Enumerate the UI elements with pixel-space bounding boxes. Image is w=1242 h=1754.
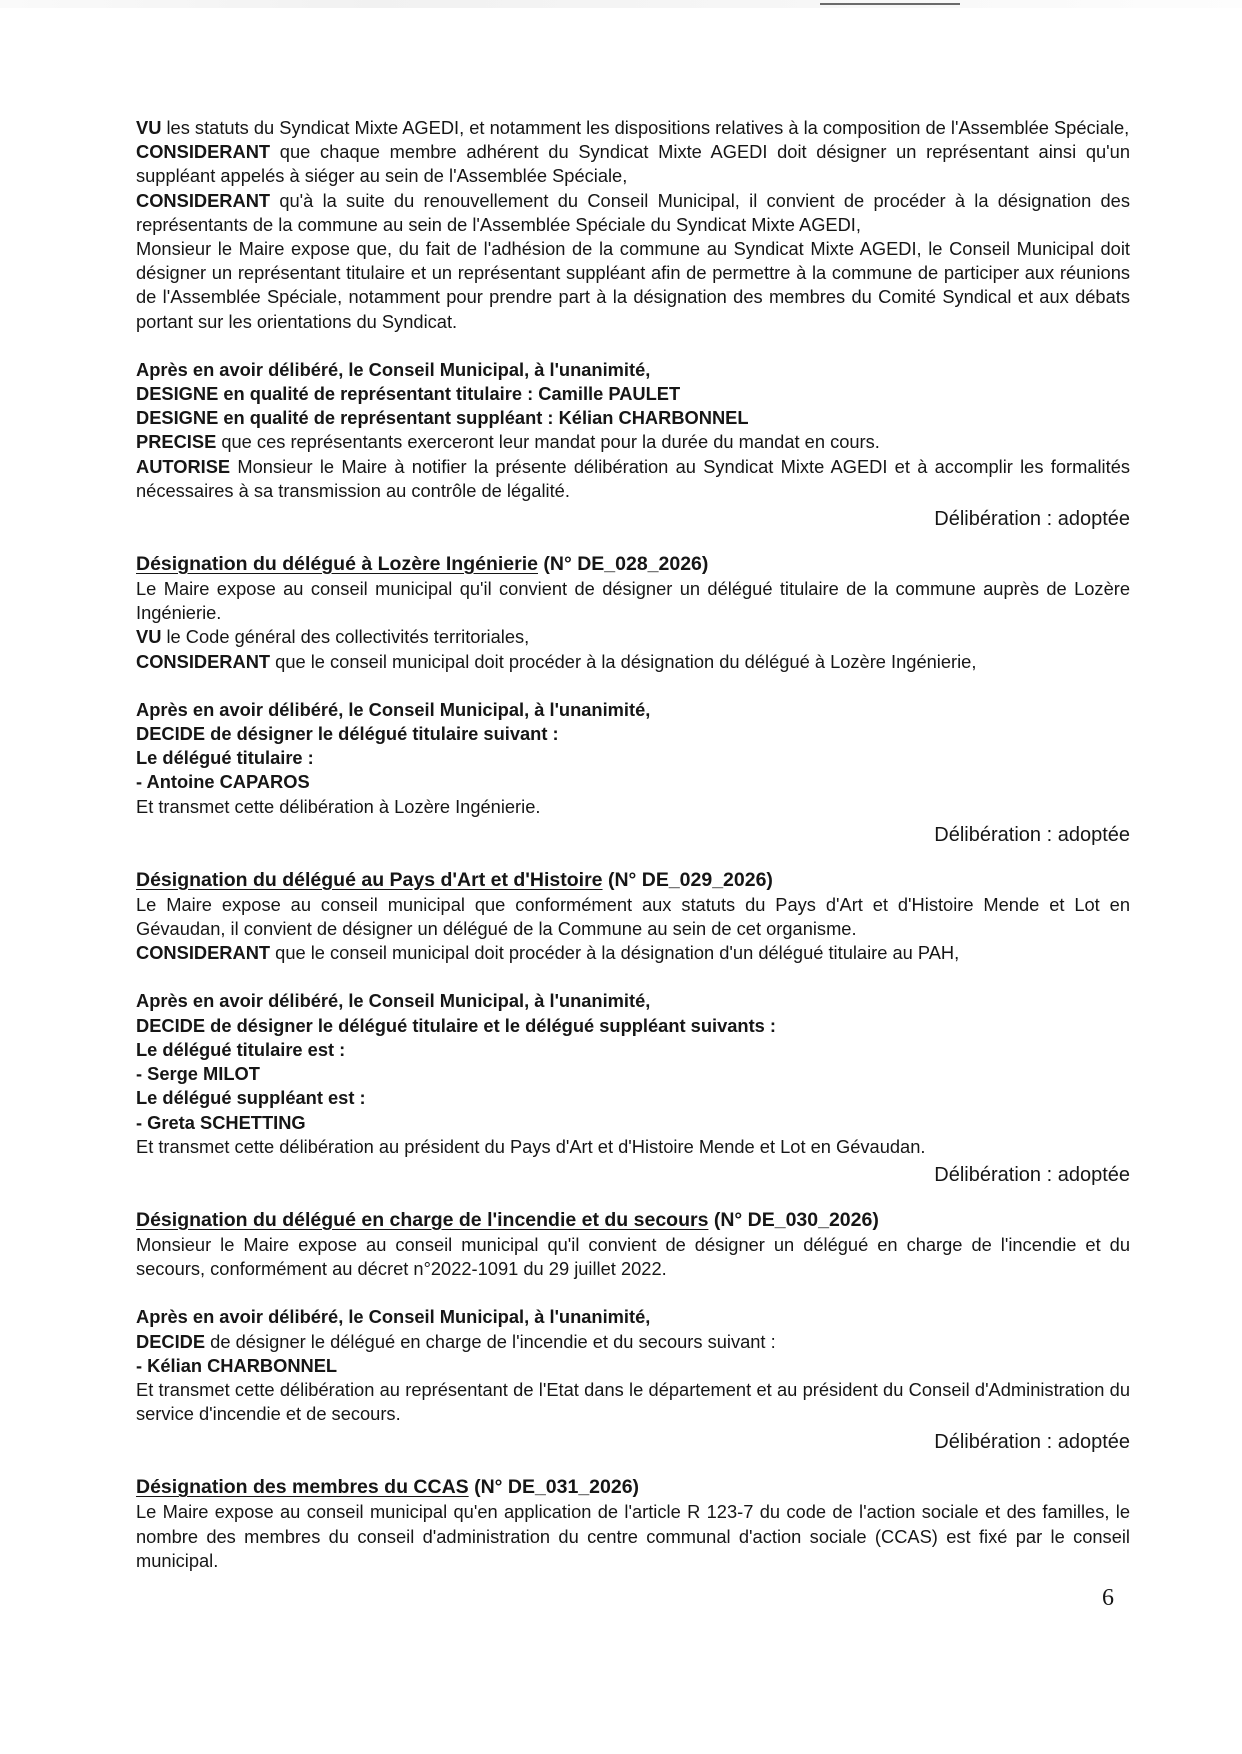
decision-line: Après en avoir délibéré, le Conseil Municipal, à l'unanimité, [136,698,651,720]
paragraph-considerant-1: CONSIDERANT que chaque membre adhérent du Syndicat Mixte AGEDI doit désigner un représentant ainsi qu'un suppléant appelés à siéger au sein de l'Assemblée Spéciale, [136,141,1130,187]
paragraph-considerant: CONSIDERANT que le conseil municipal doit procéder à la désignation du délégué à Lozère Ingénierie, [136,650,977,672]
closing-line: Et transmet cette délibération au représentant de l'Etat dans le département et au président du Conseil d'Administration du service d'incendie et de secours. [136,1378,1130,1425]
deliberation-status: Délibération : adoptée [934,508,1130,531]
paragraph-maire-expose: Monsieur le Maire expose que, du fait de l'adhésion de la commune au Syndicat Mixte AGEDI, le Conseil Municipal doit désigner un représentant titulaire et un représentant suppléant afin de permettre à la commune de participer aux réunions de l'Assemblée Spéciale, notamment pour prendre part à la désignation des membres du Comité Syndical et aux débats portant sur les orientations du Syndicat. [136,238,1130,332]
decision-line: - Serge MILOT [136,1063,260,1085]
section-intro: Monsieur le Maire expose au conseil municipal qu'il convient de désigner un délégué en charge de l'incendie et du secours, conformément au décret n°2022-1091 du 29 juillet 2022. [136,1233,1130,1280]
decision-line: DECIDE de désigner le délégué titulaire suivant : [136,723,559,745]
deliberation-status: Délibération : adoptée [934,1163,1130,1186]
section-heading-ccas: Désignation des membres du CCAS (N° DE_031_2026) [136,1476,640,1499]
decision-line: - Kélian CHARBONNEL [136,1354,338,1376]
decision-line: Après en avoir délibéré, le Conseil Municipal, à l'unanimité, [136,990,651,1012]
closing-line: Et transmet cette délibération au président du Pays d'Art et d'Histoire Mende et Lot en Gévaudan. [136,1135,926,1157]
scan-artifact [0,0,1242,8]
page-content [136,116,1130,1573]
section-heading-lozere: Désignation du délégué à Lozère Ingénierie (N° DE_028_2026) [136,553,709,576]
decision-line: DESIGNE en qualité de représentant titulaire : Camille PAULET [136,383,681,405]
decision-precise: PRECISE que ces représentants exerceront leur mandat pour la durée du mandat en cours. [136,431,880,453]
paragraph-considerant-2: CONSIDERANT qu'à la suite du renouvellement du Conseil Municipal, il convient de procéder à la désignation des représentants de la commune au sein de l'Assemblée Spéciale du Syndicat Mixte AGEDI, [136,189,1130,235]
section-heading-pah: Désignation du délégué au Pays d'Art et d'Histoire (N° DE_029_2026) [136,868,773,891]
decision-decide: DECIDE de désigner le délégué en charge de l'incendie et du secours suivant : [136,1330,776,1352]
paragraph-vu: VU le Code général des collectivités territoriales, [136,626,530,648]
decision-line: - Antoine CAPAROS [136,771,310,793]
page-number: 6 [1102,1585,1114,1611]
paragraph-considerant: CONSIDERANT que le conseil municipal doit procéder à la désignation d'un délégué titulaire au PAH, [136,942,960,964]
decision-line: DESIGNE en qualité de représentant suppléant : Kélian CHARBONNEL [136,407,749,429]
decision-line: Après en avoir délibéré, le Conseil Municipal, à l'unanimité, [136,1306,651,1328]
decision-line: Le délégué titulaire est : [136,1038,346,1060]
section-intro: Le Maire expose au conseil municipal qu'il convient de désigner un délégué titulaire de la commune auprès de Lozère Ingénierie. [136,578,1130,624]
decision-line: Le délégué suppléant est : [136,1087,366,1109]
decision-line: Après en avoir délibéré, le Conseil Municipal, à l'unanimité, [136,358,651,380]
closing-line: Et transmet cette délibération à Lozère Ingénierie. [136,795,541,817]
deliberation-status: Délibération : adoptée [934,823,1130,846]
section-intro: Le Maire expose au conseil municipal que conformément aux statuts du Pays d'Art et d'Histoire Mende et Lot en Gévaudan, il convient de désigner un délégué de la Commune au sein de cet organisme. [136,893,1130,940]
section-intro: Le Maire expose au conseil municipal qu'en application de l'article R 123-7 du code de l'action sociale et des familles, le nombre des membres du conseil d'administration du centre communal d'action sociale (CCAS) est fixé par le conseil municipal. [136,1501,1130,1571]
decision-line: DECIDE de désigner le délégué titulaire et le délégué suppléant suivants : [136,1014,777,1036]
paragraph-vu-statuts: VU les statuts du Syndicat Mixte AGEDI, et notamment les dispositions relatives à la composition de l'Assemblée Spéciale, [136,117,1130,138]
decision-line: - Greta SCHETTING [136,1111,306,1133]
decision-line: Le délégué titulaire : [136,747,314,769]
decision-autorise: AUTORISE Monsieur le Maire à notifier la présente délibération au Syndicat Mixte AGEDI et à accomplir les formalités nécessaires à sa transmission au contrôle de légalité. [136,455,1130,501]
deliberation-status: Délibération : adoptée [934,1431,1130,1454]
section-heading-incendie: Désignation du délégué en charge de l'incendie et du secours (N° DE_030_2026) [136,1208,879,1231]
